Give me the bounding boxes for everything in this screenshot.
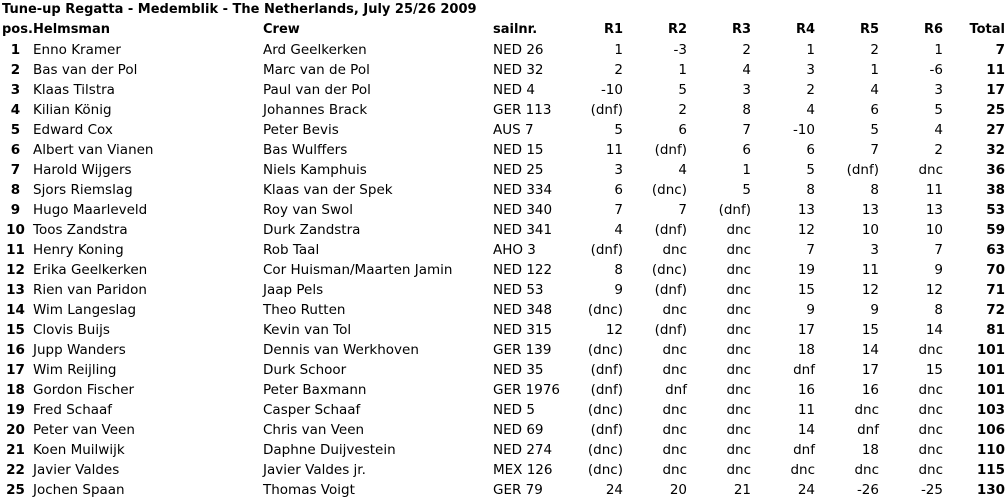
table-row	[0, 300, 1007, 320]
cell-r6: 8	[934, 302, 943, 318]
cell-helmsman: Bas van der Pol	[33, 62, 138, 78]
cell-r6: 9	[934, 262, 943, 278]
table-row	[0, 60, 1007, 80]
cell-r3: dnc	[726, 362, 751, 378]
cell-crew: Niels Kamphuis	[263, 162, 367, 178]
cell-sailnr: NED 274	[493, 442, 553, 458]
cell-helmsman: Albert van Vianen	[33, 142, 154, 158]
cell-r1: 24	[605, 482, 623, 498]
cell-r4: 14	[797, 422, 815, 438]
cell-r5: 16	[861, 382, 879, 398]
cell-r2: -3	[673, 42, 687, 58]
cell-sailnr: GER 139	[493, 342, 552, 358]
cell-helmsman: Kilian König	[33, 102, 112, 118]
cell-r2: (dnc)	[651, 182, 687, 198]
table-row	[0, 240, 1007, 260]
cell-r5: 18	[861, 442, 879, 458]
cell-r6: dnc	[918, 462, 943, 478]
table-row	[0, 120, 1007, 140]
cell-r3: 8	[742, 102, 751, 118]
cell-r2: dnf	[665, 382, 687, 398]
cell-r4: 8	[806, 182, 815, 198]
cell-r2: (dnc)	[651, 262, 687, 278]
cell-r5: (dnf)	[846, 162, 879, 178]
cell-r1: (dnf)	[590, 362, 623, 378]
cell-r2: dnc	[662, 342, 687, 358]
cell-pos: 5	[10, 122, 21, 138]
cell-r3: (dnf)	[718, 202, 751, 218]
table-row	[0, 320, 1007, 340]
cell-sailnr: NED 5	[493, 402, 535, 418]
cell-r3: dnc	[726, 282, 751, 298]
cell-r1: 3	[614, 162, 623, 178]
cell-r5: 8	[870, 182, 879, 198]
table-body	[0, 40, 1007, 500]
cell-r6: 13	[925, 202, 943, 218]
cell-helmsman: Henry Koning	[33, 242, 124, 258]
results-table	[0, 20, 1007, 500]
cell-r2: 1	[678, 62, 687, 78]
cell-crew: Chris van Veen	[263, 422, 365, 438]
cell-r3: dnc	[726, 342, 751, 358]
cell-r5: 3	[870, 242, 879, 258]
page-title: Tune-up Regatta - Medemblik - The Netherlands, July 25/26 2009	[2, 2, 477, 17]
cell-r3: 21	[733, 482, 751, 498]
cell-r5: dnf	[857, 422, 879, 438]
cell-crew: Durk Schoor	[263, 362, 347, 378]
cell-r3: 4	[742, 62, 751, 78]
cell-r1: 2	[614, 62, 623, 78]
cell-r5: 13	[861, 202, 879, 218]
cell-r3: dnc	[726, 302, 751, 318]
cell-crew: Thomas Voigt	[263, 482, 355, 498]
cell-r3: dnc	[726, 242, 751, 258]
cell-r3: 6	[742, 142, 751, 158]
cell-r5: 1	[870, 62, 879, 78]
cell-r3: dnc	[726, 382, 751, 398]
cell-r4: dnf	[793, 442, 815, 458]
table-row	[0, 180, 1007, 200]
cell-r4: 2	[806, 82, 815, 98]
cell-pos: 18	[6, 382, 25, 398]
cell-pos: 16	[6, 342, 25, 358]
cell-sailnr: NED 334	[493, 182, 553, 198]
cell-r2: (dnf)	[654, 222, 687, 238]
table-header	[0, 20, 1007, 40]
cell-r5: 7	[870, 142, 879, 158]
cell-total: 101	[976, 382, 1005, 398]
cell-r2: 6	[678, 122, 687, 138]
cell-r5: dnc	[854, 462, 879, 478]
cell-r3: dnc	[726, 462, 751, 478]
cell-total: 101	[976, 342, 1005, 358]
cell-crew: Daphne Duijvestein	[263, 442, 396, 458]
cell-sailnr: NED 122	[493, 262, 553, 278]
cell-helmsman: Javier Valdes	[33, 462, 120, 478]
cell-r3: dnc	[726, 402, 751, 418]
cell-pos: 8	[10, 182, 21, 198]
cell-sailnr: NED 32	[493, 62, 544, 78]
cell-crew: Marc van de Pol	[263, 62, 370, 78]
table-row	[0, 400, 1007, 420]
cell-total: 70	[986, 262, 1005, 278]
table-row	[0, 480, 1007, 500]
cell-helmsman: Sjors Riemslag	[33, 182, 133, 198]
cell-sailnr: NED 35	[493, 362, 544, 378]
cell-r6: dnc	[918, 342, 943, 358]
cell-r3: dnc	[726, 442, 751, 458]
cell-total: 17	[986, 82, 1005, 98]
cell-r2: dnc	[662, 242, 687, 258]
cell-r2: dnc	[662, 362, 687, 378]
cell-r6: 10	[925, 222, 943, 238]
cell-crew: Roy van Swol	[263, 202, 354, 218]
cell-r4: 24	[797, 482, 815, 498]
cell-helmsman: Harold Wijgers	[33, 162, 132, 178]
cell-r5: 11	[861, 262, 879, 278]
cell-sailnr: GER 113	[493, 102, 552, 118]
table-row	[0, 160, 1007, 180]
cell-r1: (dnc)	[587, 342, 623, 358]
cell-r4: 6	[806, 142, 815, 158]
table-row	[0, 200, 1007, 220]
cell-sailnr: MEX 126	[493, 462, 553, 478]
cell-helmsman: Peter van Veen	[33, 422, 135, 438]
cell-sailnr: NED 340	[493, 202, 553, 218]
cell-sailnr: NED 25	[493, 162, 544, 178]
cell-sailnr: NED 341	[493, 222, 553, 238]
cell-helmsman: Fred Schaaf	[33, 402, 113, 418]
cell-r4: 9	[806, 302, 815, 318]
table-row	[0, 440, 1007, 460]
cell-sailnr: NED 348	[493, 302, 553, 318]
cell-r2: dnc	[662, 402, 687, 418]
cell-crew: Casper Schaaf	[263, 402, 361, 418]
cell-r1: -10	[600, 82, 623, 98]
cell-r1: (dnf)	[590, 102, 623, 118]
cell-crew: Jaap Pels	[263, 282, 324, 298]
cell-r6: dnc	[918, 422, 943, 438]
cell-helmsman: Rien van Paridon	[33, 282, 147, 298]
cell-r1: 11	[605, 142, 623, 158]
cell-r6: -6	[929, 62, 943, 78]
cell-r6: 5	[934, 102, 943, 118]
column-header-r3: R3	[731, 22, 751, 37]
cell-r4: 11	[797, 402, 815, 418]
cell-pos: 17	[6, 362, 25, 378]
cell-r6: 4	[934, 122, 943, 138]
cell-r5: 10	[861, 222, 879, 238]
cell-r5: 12	[861, 282, 879, 298]
cell-r3: dnc	[726, 222, 751, 238]
cell-crew: Ard Geelkerken	[263, 42, 367, 58]
cell-r4: 13	[797, 202, 815, 218]
cell-crew: Paul van der Pol	[263, 82, 371, 98]
cell-helmsman: Wim Langeslag	[33, 302, 137, 318]
cell-r2: (dnf)	[654, 282, 687, 298]
cell-r5: 6	[870, 102, 879, 118]
cell-pos: 10	[6, 222, 25, 238]
cell-r5: dnc	[854, 402, 879, 418]
cell-total: 72	[986, 302, 1005, 318]
cell-r1: (dnc)	[587, 302, 623, 318]
cell-r3: dnc	[726, 322, 751, 338]
cell-sailnr: NED 15	[493, 142, 544, 158]
column-header-r6: R6	[923, 22, 943, 37]
table-row	[0, 220, 1007, 240]
cell-r6: 1	[934, 42, 943, 58]
cell-crew: Peter Bevis	[263, 122, 339, 138]
cell-sailnr: GER 79	[493, 482, 543, 498]
cell-r5: 5	[870, 122, 879, 138]
cell-helmsman: Gordon Fischer	[33, 382, 135, 398]
cell-r1: 9	[614, 282, 623, 298]
table-row	[0, 380, 1007, 400]
cell-r4: 4	[806, 102, 815, 118]
cell-r2: 4	[678, 162, 687, 178]
cell-helmsman: Enno Kramer	[33, 42, 121, 58]
cell-r4: 17	[797, 322, 815, 338]
cell-total: 106	[976, 422, 1005, 438]
cell-total: 32	[986, 142, 1005, 158]
cell-r3: 1	[742, 162, 751, 178]
cell-r4: dnf	[793, 362, 815, 378]
cell-helmsman: Toos Zandstra	[33, 222, 128, 238]
cell-total: 101	[976, 362, 1005, 378]
cell-r4: 5	[806, 162, 815, 178]
cell-r2: (dnf)	[654, 322, 687, 338]
cell-pos: 21	[6, 442, 25, 458]
cell-r2: dnc	[662, 302, 687, 318]
cell-r1: 12	[605, 322, 623, 338]
table-row	[0, 340, 1007, 360]
cell-pos: 22	[6, 462, 25, 478]
cell-r1: (dnc)	[587, 402, 623, 418]
cell-r4: dnc	[790, 462, 815, 478]
cell-r4: 15	[797, 282, 815, 298]
cell-pos: 20	[6, 422, 25, 438]
cell-r1: 8	[614, 262, 623, 278]
cell-total: 130	[976, 482, 1005, 498]
cell-r2: 5	[678, 82, 687, 98]
column-header-r2: R2	[667, 22, 687, 37]
table-row	[0, 260, 1007, 280]
cell-r4: 1	[806, 42, 815, 58]
table-row	[0, 40, 1007, 60]
cell-pos: 1	[10, 42, 21, 58]
cell-r5: 2	[870, 42, 879, 58]
cell-sailnr: AHO 3	[493, 242, 536, 258]
cell-total: 11	[986, 62, 1005, 78]
header-row	[0, 20, 1007, 40]
cell-sailnr: NED 4	[493, 82, 535, 98]
cell-r1: 7	[614, 202, 623, 218]
cell-r3: 7	[742, 122, 751, 138]
column-header-helmsman: Helmsman	[33, 22, 111, 37]
cell-helmsman: Edward Cox	[33, 122, 113, 138]
cell-crew: Cor Huisman/Maarten Jamin	[263, 262, 453, 278]
cell-pos: 2	[10, 62, 21, 78]
cell-total: 71	[986, 282, 1005, 298]
cell-r4: 18	[797, 342, 815, 358]
cell-r3: 2	[742, 42, 751, 58]
cell-pos: 19	[6, 402, 25, 418]
cell-helmsman: Erika Geelkerken	[33, 262, 148, 278]
cell-r6: 3	[934, 82, 943, 98]
cell-pos: 3	[10, 82, 21, 98]
column-header-crew: Crew	[263, 22, 300, 37]
cell-r2: dnc	[662, 442, 687, 458]
cell-crew: Klaas van der Spek	[263, 182, 393, 198]
column-header-pos: pos.	[2, 22, 33, 37]
cell-pos: 4	[10, 102, 21, 118]
cell-total: 25	[986, 102, 1005, 118]
table-row	[0, 420, 1007, 440]
cell-r4: 16	[797, 382, 815, 398]
cell-pos: 15	[6, 322, 25, 338]
cell-total: 7	[995, 42, 1005, 58]
table-row	[0, 280, 1007, 300]
cell-r2: 7	[678, 202, 687, 218]
cell-pos: 25	[6, 482, 25, 498]
cell-helmsman: Koen Muilwijk	[33, 442, 125, 458]
cell-r2: dnc	[662, 422, 687, 438]
cell-crew: Bas Wulffers	[263, 142, 348, 158]
table-row	[0, 460, 1007, 480]
cell-r1: 5	[614, 122, 623, 138]
cell-r2: 20	[669, 482, 687, 498]
cell-r4: -10	[792, 122, 815, 138]
cell-pos: 9	[10, 202, 21, 218]
cell-r5: 9	[870, 302, 879, 318]
cell-r4: 7	[806, 242, 815, 258]
cell-r4: 3	[806, 62, 815, 78]
cell-r5: 14	[861, 342, 879, 358]
cell-sailnr: NED 26	[493, 42, 544, 58]
cell-pos: 12	[6, 262, 25, 278]
table-row	[0, 360, 1007, 380]
cell-total: 115	[976, 462, 1005, 478]
cell-r1: (dnc)	[587, 442, 623, 458]
cell-pos: 7	[10, 162, 21, 178]
cell-total: 103	[976, 402, 1005, 418]
cell-sailnr: NED 315	[493, 322, 553, 338]
cell-r6: 14	[925, 322, 943, 338]
cell-sailnr: NED 69	[493, 422, 544, 438]
cell-helmsman: Wim Reijling	[33, 362, 117, 378]
cell-r1: (dnf)	[590, 422, 623, 438]
cell-sailnr: AUS 7	[493, 122, 534, 138]
cell-total: 81	[986, 322, 1005, 338]
cell-helmsman: Jochen Spaan	[33, 482, 125, 498]
column-header-r5: R5	[859, 22, 879, 37]
cell-r6: -25	[920, 482, 943, 498]
cell-r6: 15	[925, 362, 943, 378]
cell-r6: dnc	[918, 442, 943, 458]
cell-total: 110	[976, 442, 1005, 458]
cell-r6: dnc	[918, 162, 943, 178]
cell-r6: dnc	[918, 382, 943, 398]
cell-crew: Johannes Brack	[263, 102, 368, 118]
cell-crew: Theo Rutten	[263, 302, 346, 318]
cell-r6: 7	[934, 242, 943, 258]
cell-r1: (dnf)	[590, 242, 623, 258]
cell-r6: 2	[934, 142, 943, 158]
cell-r3: 3	[742, 82, 751, 98]
cell-pos: 6	[10, 142, 21, 158]
cell-r1: 4	[614, 222, 623, 238]
cell-r5: 15	[861, 322, 879, 338]
cell-helmsman: Jupp Wanders	[33, 342, 126, 358]
cell-r6: dnc	[918, 402, 943, 418]
table-row	[0, 140, 1007, 160]
cell-r1: (dnc)	[587, 462, 623, 478]
cell-total: 53	[986, 202, 1005, 218]
cell-total: 38	[986, 182, 1005, 198]
table-row	[0, 100, 1007, 120]
cell-r4: 19	[797, 262, 815, 278]
cell-r5: 4	[870, 82, 879, 98]
cell-helmsman: Hugo Maarleveld	[33, 202, 148, 218]
cell-total: 59	[986, 222, 1005, 238]
column-header-sailnr: sailnr.	[493, 22, 538, 37]
cell-r2: dnc	[662, 462, 687, 478]
cell-r4: 12	[797, 222, 815, 238]
cell-pos: 11	[6, 242, 25, 258]
cell-r1: (dnf)	[590, 382, 623, 398]
cell-sailnr: GER 1976	[493, 382, 561, 398]
cell-total: 36	[986, 162, 1005, 178]
cell-crew: Dennis van Werkhoven	[263, 342, 419, 358]
cell-pos: 14	[6, 302, 25, 318]
cell-r1: 1	[614, 42, 623, 58]
cell-r6: 11	[925, 182, 943, 198]
cell-total: 27	[986, 122, 1005, 138]
column-header-r1: R1	[603, 22, 623, 37]
cell-crew: Javier Valdes jr.	[263, 462, 366, 478]
cell-r3: dnc	[726, 262, 751, 278]
cell-r2: 2	[678, 102, 687, 118]
cell-r5: 17	[861, 362, 879, 378]
column-header-r4: R4	[795, 22, 815, 37]
cell-r6: 12	[925, 282, 943, 298]
cell-helmsman: Clovis Buijs	[33, 322, 110, 338]
cell-r5: -26	[856, 482, 879, 498]
cell-crew: Peter Baxmann	[263, 382, 367, 398]
column-header-total: Total	[969, 22, 1005, 37]
cell-r2: (dnf)	[654, 142, 687, 158]
cell-helmsman: Klaas Tilstra	[33, 82, 115, 98]
cell-crew: Kevin van Tol	[263, 322, 352, 338]
cell-r3: dnc	[726, 422, 751, 438]
table-row	[0, 80, 1007, 100]
cell-crew: Durk Zandstra	[263, 222, 361, 238]
cell-total: 63	[986, 242, 1005, 258]
cell-sailnr: NED 53	[493, 282, 544, 298]
cell-crew: Rob Taal	[263, 242, 320, 258]
cell-r3: 5	[742, 182, 751, 198]
cell-r1: 6	[614, 182, 623, 198]
cell-pos: 13	[6, 282, 25, 298]
